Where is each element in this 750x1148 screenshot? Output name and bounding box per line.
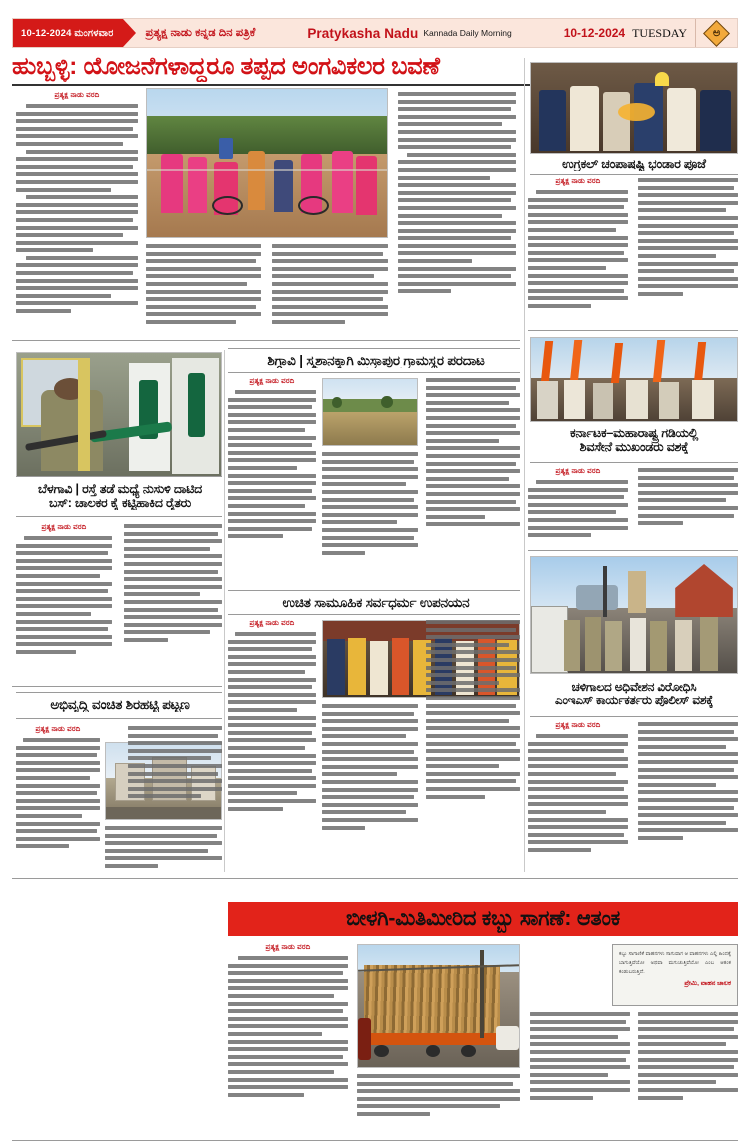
bottom-story-banner	[228, 902, 738, 936]
photo-bus-driver	[16, 352, 222, 477]
bottom-story-headline: ಬೀಳಗಿ-ಮಿತಿಮೀರಿದ ಕಬ್ಬು ಸಾಗಣೆ: ಆತಂಕ	[345, 907, 621, 930]
photo-shivasene-rally-content	[531, 338, 737, 421]
masthead-day-right: TUESDAY	[632, 25, 687, 40]
upanayana-body-col2	[322, 704, 418, 872]
shirahatti-byline: ಪ್ರತ್ಯಕ್ಷ ನಾಡು ವರದಿ	[35, 726, 81, 733]
heading-shivasene-line2: ಶಿವಸೇನೆ ಮುಖಂಡರು ವಶಕ್ಕೆ	[579, 440, 689, 454]
lead-body-col3	[272, 244, 388, 336]
lead-body-col2	[146, 244, 261, 336]
page-bottom-rule	[12, 1140, 738, 1141]
ugrakal-byline: ಪ್ರತ್ಯಕ್ಷ ನಾಡು ವರದಿ	[555, 178, 601, 185]
photo-smashana-land-content	[323, 379, 417, 445]
belagavi-body-col2	[124, 524, 222, 682]
divider-shivasene-sec	[528, 330, 738, 331]
masthead-date-right-block	[556, 19, 695, 47]
photo-wheelchair-race	[146, 88, 388, 238]
masthead-date-badge: 10-12-2024 ಮಂಗಳವಾರ	[13, 19, 123, 47]
heading-upanayana: ಉಚಿತ ಸಾಮೂಹಿಕ ಸರ್ವಧರ್ಮ ಉಪನಯನ	[282, 595, 470, 610]
ugrakal-body-col2	[638, 178, 738, 330]
rule-shiggavi-top	[228, 348, 520, 349]
section-divider-upper	[12, 340, 520, 341]
masthead-kannada-tagline: ಪ್ರತ್ಯಕ್ಷ ನಾಡು ಕನ್ನಡ ದಿನ ಪತ್ರಿಕೆ	[145, 26, 256, 39]
photo-smashana-land	[322, 378, 418, 446]
bottom-story-body-col4	[638, 1012, 738, 1132]
rule-upanayana-top	[228, 590, 520, 591]
masthead-date-right: 10-12-2024	[563, 26, 626, 40]
upanayana-body-col1	[228, 620, 316, 872]
photo-shivasene-rally	[530, 337, 738, 422]
section-divider-bottom	[12, 878, 738, 879]
masthead-brand-block	[263, 19, 555, 47]
shivasene-byline: ಪ್ರತ್ಯಕ್ಷ ನಾಡು ವರದಿ	[555, 468, 601, 475]
mes-byline: ಪ್ರತ್ಯಕ್ಷ ನಾಡು ವರದಿ	[555, 722, 601, 729]
lead-body-col4	[398, 92, 516, 336]
upanayana-body-col3	[426, 620, 520, 872]
rule-shirahatti-top	[16, 692, 222, 693]
column-divider-right	[524, 58, 525, 872]
photo-police-crowd	[530, 556, 738, 674]
quote-text: ಕಬ್ಬು ಸಾಗಾಣಿಕೆ ವಾಹನಗಳು ಸಾಗುವಾಗ ಆ ವಾಹನಗಳು ಎಲ್ಲಿ ಹಿಂದಕ್ಕೆ ಬಾಗುತ್ತಿವೆಯೋ ಅಥವಾ ಮಗುಚುತ್ತಿವೆಯೋ ಎಂಬ ಆತಂಕ ಕಂಡುಬರುತ್ತಿದೆ.	[619, 951, 731, 975]
quote-attribution: ಪ್ರೇಮಿ, ವಾಹನ ಚಾಲಕ	[684, 979, 731, 987]
shirahatti-body-col1	[16, 726, 100, 872]
bottom-story-body-col1	[228, 944, 348, 1132]
upanayana-byline: ಪ್ರತ್ಯಕ್ಷ ನಾಡು ವರದಿ	[249, 620, 295, 627]
column-divider-left	[224, 350, 225, 872]
shirahatti-body-col2	[105, 826, 222, 872]
masthead-brand: Pratykasha Nadu	[307, 25, 419, 41]
photo-wheelchair-race-content	[147, 89, 387, 237]
rule-shiggavi-bottom	[228, 372, 520, 373]
newspaper-logo-icon	[703, 20, 730, 47]
heading-shiggavi-smashana: ಶಿಗ್ಗಾವಿ | ಸ್ಮಶಾನಕ್ಕಾಗಿ ಮಿಸ್ರಾಪುರ ಗ್ರಾಮಸ್ಥರ ಪರದಾಟ	[267, 353, 485, 368]
belagavi-body-col1	[16, 524, 112, 682]
heading-shivasene-gadi	[528, 426, 740, 454]
rule-belagavi-top	[16, 476, 222, 477]
heading-ugrakal-champashashti: ಉಗ್ರಕಲ್ ಚಂಪಾಷಷ್ಟಿ ಭಂಡಾರ ಪೂಜೆ	[562, 157, 706, 171]
masthead-brand-subtitle: Kannada Daily Morning	[423, 28, 512, 38]
rule-shivasene	[530, 462, 738, 463]
rule-belagavi-bottom	[16, 516, 222, 517]
lead-headline: ಹುಬ್ಬಳ್ಳಿ: ಯೋಜನೆಗಳಾದ್ದರೂ ತಪ್ಪದ ಅಂಗವಿಕಲರ ಬವಣೆ	[12, 53, 440, 80]
bottom-story-body-col3	[530, 1012, 630, 1132]
rule-ugrakal	[530, 174, 738, 175]
shiggavi-body-col2	[322, 452, 418, 582]
photo-sugarcane-truck	[357, 944, 520, 1068]
rule-mes	[530, 716, 738, 717]
photo-bus-driver-content	[17, 353, 221, 476]
photo-police-crowd-content	[531, 557, 737, 673]
heading-belagavi-bus-line2: ಬಸ್: ಚಾಲಕರ ಕೈ ಕಟ್ಟಿಹಾಕಿದ ರೈತರು	[48, 496, 192, 510]
rule-upanayana-bottom	[228, 614, 520, 615]
heading-mes-police	[528, 681, 740, 708]
ugrakal-body-col1	[528, 178, 628, 330]
lead-byline: ಪ್ರತ್ಯಕ್ಷ ನಾಡು ವರದಿ	[54, 92, 100, 99]
mes-body-col1	[528, 722, 628, 872]
heading-mes-line2: ಎಂಇಎಸ್ ಕಾರ್ಯಕರ್ತರು ಪೊಲೀಸ್ ವಶಕ್ಕೆ	[554, 693, 714, 708]
shiggavi-body-col1	[228, 378, 316, 582]
photo-sugarcane-truck-content	[358, 945, 519, 1067]
masthead-logo-container	[695, 19, 737, 47]
lead-body-col1	[16, 92, 138, 334]
bottom-story-body-col2	[357, 1074, 520, 1132]
heading-shivasene-line1: ಕರ್ನಾಟಕ–ಮಹಾರಾಷ್ಟ್ರ ಗಡಿಯಲ್ಲಿ	[569, 426, 699, 440]
photo-champashashti-content	[531, 63, 737, 153]
shiggavi-body-col3	[426, 378, 520, 582]
masthead	[12, 18, 738, 48]
divider-police-sec	[528, 550, 738, 551]
bottom-story-byline: ಪ್ರತ್ಯಕ್ಷ ನಾಡು ವರದಿ	[265, 944, 311, 951]
heading-shirahatti: ಅಭಿವೃದ್ಧಿ ವಂಚಿತ ಶಿರಹಟ್ಟಿ ಪಟ್ಟಣ	[50, 697, 190, 712]
photo-champashashti-pooja	[530, 62, 738, 154]
shivasene-body-col1	[528, 468, 628, 548]
heading-mes-line1: ಚಳಿಗಾಲದ ಅಧಿವೇಶನ ವಿರೋಧಿಸಿ	[571, 681, 697, 694]
logo-glyph: ಅ	[712, 26, 721, 39]
mes-body-col2	[638, 722, 738, 872]
divider-shirahatti	[12, 686, 222, 687]
bottom-story-quote-box	[612, 944, 738, 1006]
heading-belagavi-bus-line1: ಬೆಳಗಾವಿ | ರಸ್ತೆ ತಡೆ ಮಧ್ಯೆ ನುಸುಳಿ ದಾಟಿದ	[38, 482, 202, 496]
shivasene-body-col2	[638, 468, 738, 548]
heading-belagavi-bus	[16, 482, 224, 510]
belagavi-byline: ಪ್ರತ್ಯಕ್ಷ ನಾಡು ವರದಿ	[41, 524, 87, 531]
shiggavi-byline: ಪ್ರತ್ಯಕ್ಷ ನಾಡು ವರದಿ	[249, 378, 295, 385]
rule-shirahatti-bottom	[16, 718, 222, 719]
shirahatti-body-col3	[128, 726, 222, 822]
